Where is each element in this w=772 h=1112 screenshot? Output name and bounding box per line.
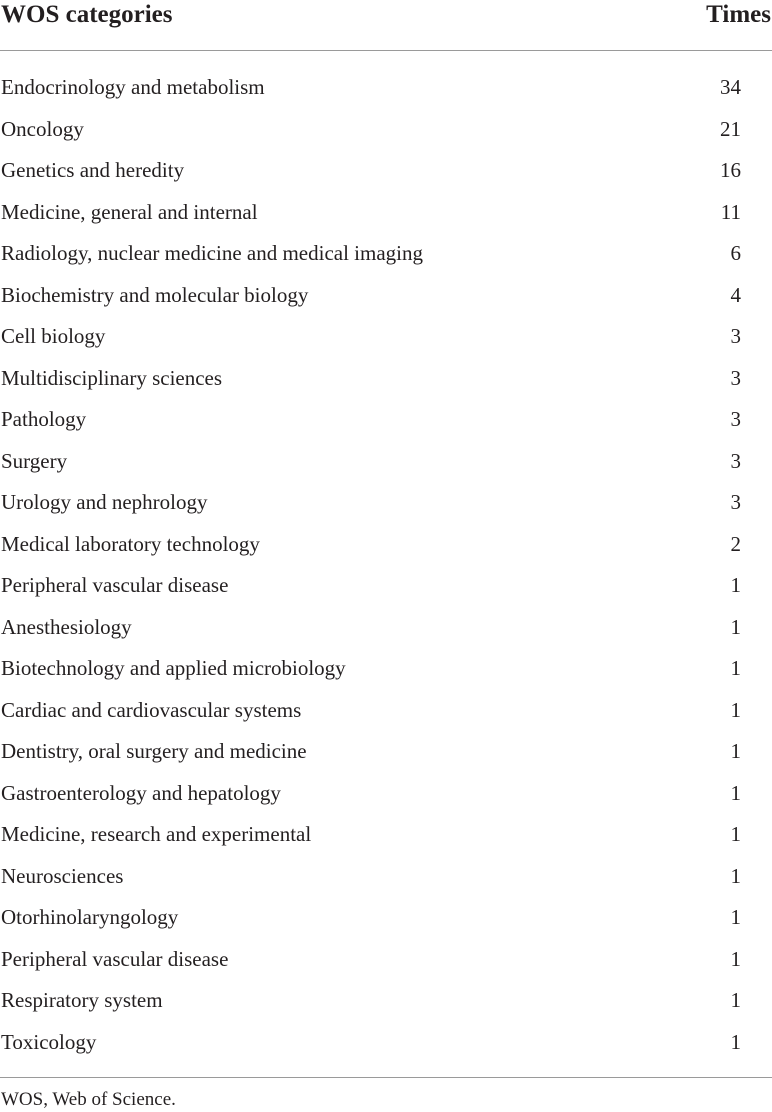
table-row <box>0 775 772 817</box>
table-header <box>0 0 772 51</box>
category-cell: Multidisciplinary sciences <box>1 365 223 390</box>
table-row <box>0 235 772 277</box>
table-row <box>0 111 772 153</box>
category-cell: Gastroenterology and hepatology <box>1 780 281 805</box>
table-row <box>0 733 772 775</box>
category-cell: Oncology <box>1 116 84 141</box>
times-cell: 1 <box>730 905 741 929</box>
category-cell: Medicine, research and experimental <box>1 822 312 846</box>
times-cell: 1 <box>730 822 741 846</box>
times-cell: 16 <box>720 158 741 182</box>
category-cell: Surgery <box>1 448 68 473</box>
table-row <box>0 692 772 734</box>
table-row <box>0 443 772 485</box>
table-row <box>0 982 772 1024</box>
table-body <box>0 51 772 1078</box>
footer-divider <box>0 1077 772 1078</box>
times-cell: 1 <box>730 946 741 971</box>
category-cell: Neurosciences <box>1 863 124 888</box>
category-cell: Otorhinolaryngology <box>1 905 179 929</box>
category-cell: Pathology <box>1 407 87 431</box>
times-cell: 1 <box>730 739 741 763</box>
category-cell: Peripheral vascular disease <box>1 946 229 971</box>
times-cell: 3 <box>730 490 741 514</box>
times-cell: 1 <box>730 780 741 805</box>
times-cell: 2 <box>730 531 741 556</box>
times-cell: 1 <box>730 573 741 597</box>
table-footnote: WOS, Web of Science. <box>1 1089 176 1110</box>
times-cell: 6 <box>730 241 741 265</box>
table-row <box>0 318 772 360</box>
category-cell: Cell biology <box>1 324 106 348</box>
table-row <box>0 650 772 692</box>
category-cell: Respiratory system <box>1 988 163 1012</box>
category-cell: Cardiac and cardiovascular systems <box>1 697 302 722</box>
times-cell: 3 <box>730 407 741 431</box>
category-cell: Peripheral vascular disease <box>1 573 229 597</box>
category-cell: Medicine, general and internal <box>1 199 258 224</box>
category-cell: Dentistry, oral surgery and medicine <box>1 739 307 763</box>
table-row <box>0 816 772 858</box>
table-row <box>0 899 772 941</box>
times-cell: 3 <box>730 324 741 348</box>
category-cell: Endocrinology and metabolism <box>1 75 265 99</box>
category-cell: Medical laboratory technology <box>1 531 260 556</box>
table-row <box>0 152 772 194</box>
times-cell: 34 <box>720 75 741 99</box>
table-row <box>0 609 772 651</box>
table-row <box>0 484 772 526</box>
times-cell: 21 <box>720 116 741 141</box>
category-cell: Biotechnology and applied microbiology <box>1 656 346 680</box>
category-cell: Toxicology <box>1 1029 97 1054</box>
times-cell: 1 <box>730 988 741 1012</box>
table-row <box>0 360 772 402</box>
table-row <box>0 194 772 236</box>
table-row <box>0 277 772 319</box>
times-cell: 3 <box>730 365 741 390</box>
category-cell: Genetics and heredity <box>1 158 185 182</box>
times-cell: 1 <box>730 614 741 639</box>
category-cell: Urology and nephrology <box>1 490 208 514</box>
times-cell: 1 <box>730 1029 741 1054</box>
table-row <box>0 567 772 609</box>
table-row <box>0 401 772 443</box>
category-cell: Radiology, nuclear medicine and medical imaging <box>1 241 423 265</box>
times-cell: 11 <box>720 199 741 224</box>
times-cell: 3 <box>730 448 741 473</box>
table-row <box>0 941 772 983</box>
times-cell: 4 <box>730 282 741 307</box>
table-row <box>0 69 772 111</box>
category-cell: Biochemistry and molecular biology <box>1 282 309 307</box>
column-header-times: Times <box>706 1 771 28</box>
table-row <box>0 1024 772 1066</box>
column-header-category: WOS categories <box>1 1 173 28</box>
table-row <box>0 526 772 568</box>
category-cell: Anesthesiology <box>1 614 132 639</box>
times-cell: 1 <box>730 863 741 888</box>
times-cell: 1 <box>730 697 741 722</box>
table-row <box>0 858 772 900</box>
times-cell: 1 <box>730 656 741 680</box>
